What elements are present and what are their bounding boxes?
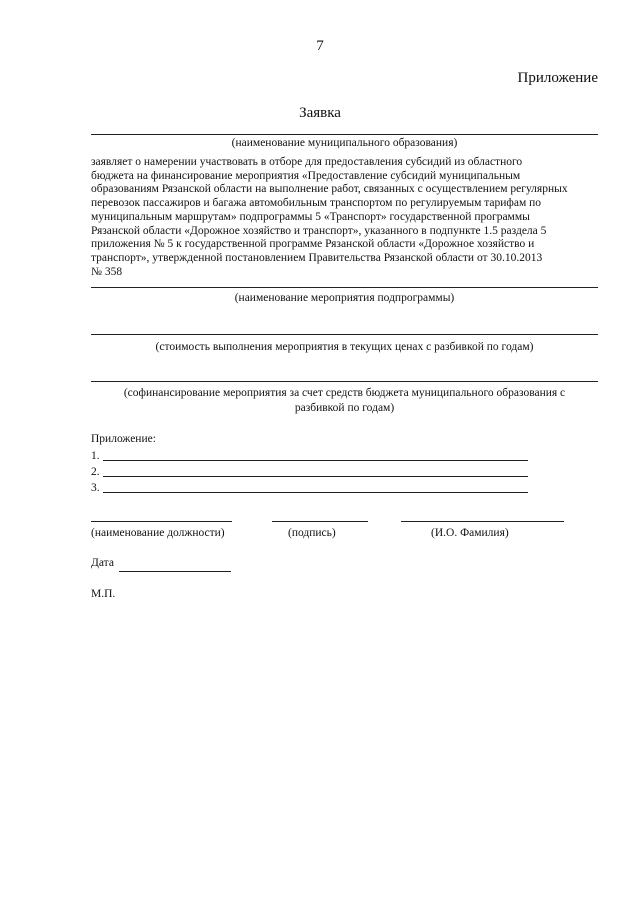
event-caption: (наименование мероприятия подпрограммы) [234, 292, 455, 304]
cofinancing-caption-2: разбивкой по годам) [294, 402, 395, 414]
attachment-item-number: 1. [91, 450, 100, 462]
statement-line: образованиям Рязанской области на выполнение работ, связанных с осуществлением регулярных [91, 183, 568, 196]
attachments-label: Приложение: [91, 433, 156, 445]
cost-caption: (стоимость выполнения мероприятия в текущих ценах с разбивкой по годам) [155, 341, 534, 353]
date-line [119, 571, 231, 572]
statement-line: Рязанской области «Дорожное хозяйство и транспорт», указанного в подпункте 1.5 раздела 5 [91, 224, 547, 237]
municipality-line [91, 134, 598, 135]
appendix-title: Приложение [517, 70, 598, 86]
attachment-line [103, 460, 528, 461]
name-caption: (И.О. Фамилия) [431, 527, 509, 539]
position-caption: (наименование должности) [91, 527, 225, 539]
position-line [91, 521, 232, 522]
statement-line: бюджета на финансирование мероприятия «Предоставление субсидий муниципальным [91, 169, 521, 182]
statement-line: муниципальным маршрутам» подпрограммы 5 «Транспорт» государственной программы [91, 210, 530, 223]
statement-line: транспорт», утвержденной постановлением Правительства Рязанской области от 30.10.2013 [91, 251, 543, 264]
form-title: Заявка [299, 105, 341, 121]
attachment-line [103, 492, 528, 493]
cofinancing-caption-1: (софинансирование мероприятия за счет средств бюджета муниципального образования с [123, 387, 566, 399]
statement-paragraph [91, 156, 598, 279]
signature-line [272, 521, 368, 522]
stamp-label: М.П. [91, 588, 116, 600]
attachment-item-number: 2. [91, 466, 100, 478]
signature-caption: (подпись) [288, 527, 336, 539]
name-line [401, 521, 564, 522]
statement-line: перевозок пассажиров и багажа автомобильным транспортом по регулируемым тарифам по [91, 197, 542, 210]
event-line [91, 287, 598, 288]
cost-line [91, 334, 598, 335]
statement-line: приложения № 5 к государственной программе Рязанской области «Дорожное хозяйство и [91, 238, 535, 251]
statement-line: № 358 [91, 265, 123, 278]
cofinancing-line [91, 381, 598, 382]
attachment-line [103, 476, 528, 477]
statement-line: заявляет о намерении участвовать в отборе для предоставления субсидий из областного [91, 156, 523, 168]
municipality-caption: (наименование муниципального образования) [231, 137, 458, 149]
page-number: 7 [316, 38, 324, 54]
date-label: Дата [91, 557, 114, 569]
attachment-item-number: 3. [91, 482, 100, 494]
